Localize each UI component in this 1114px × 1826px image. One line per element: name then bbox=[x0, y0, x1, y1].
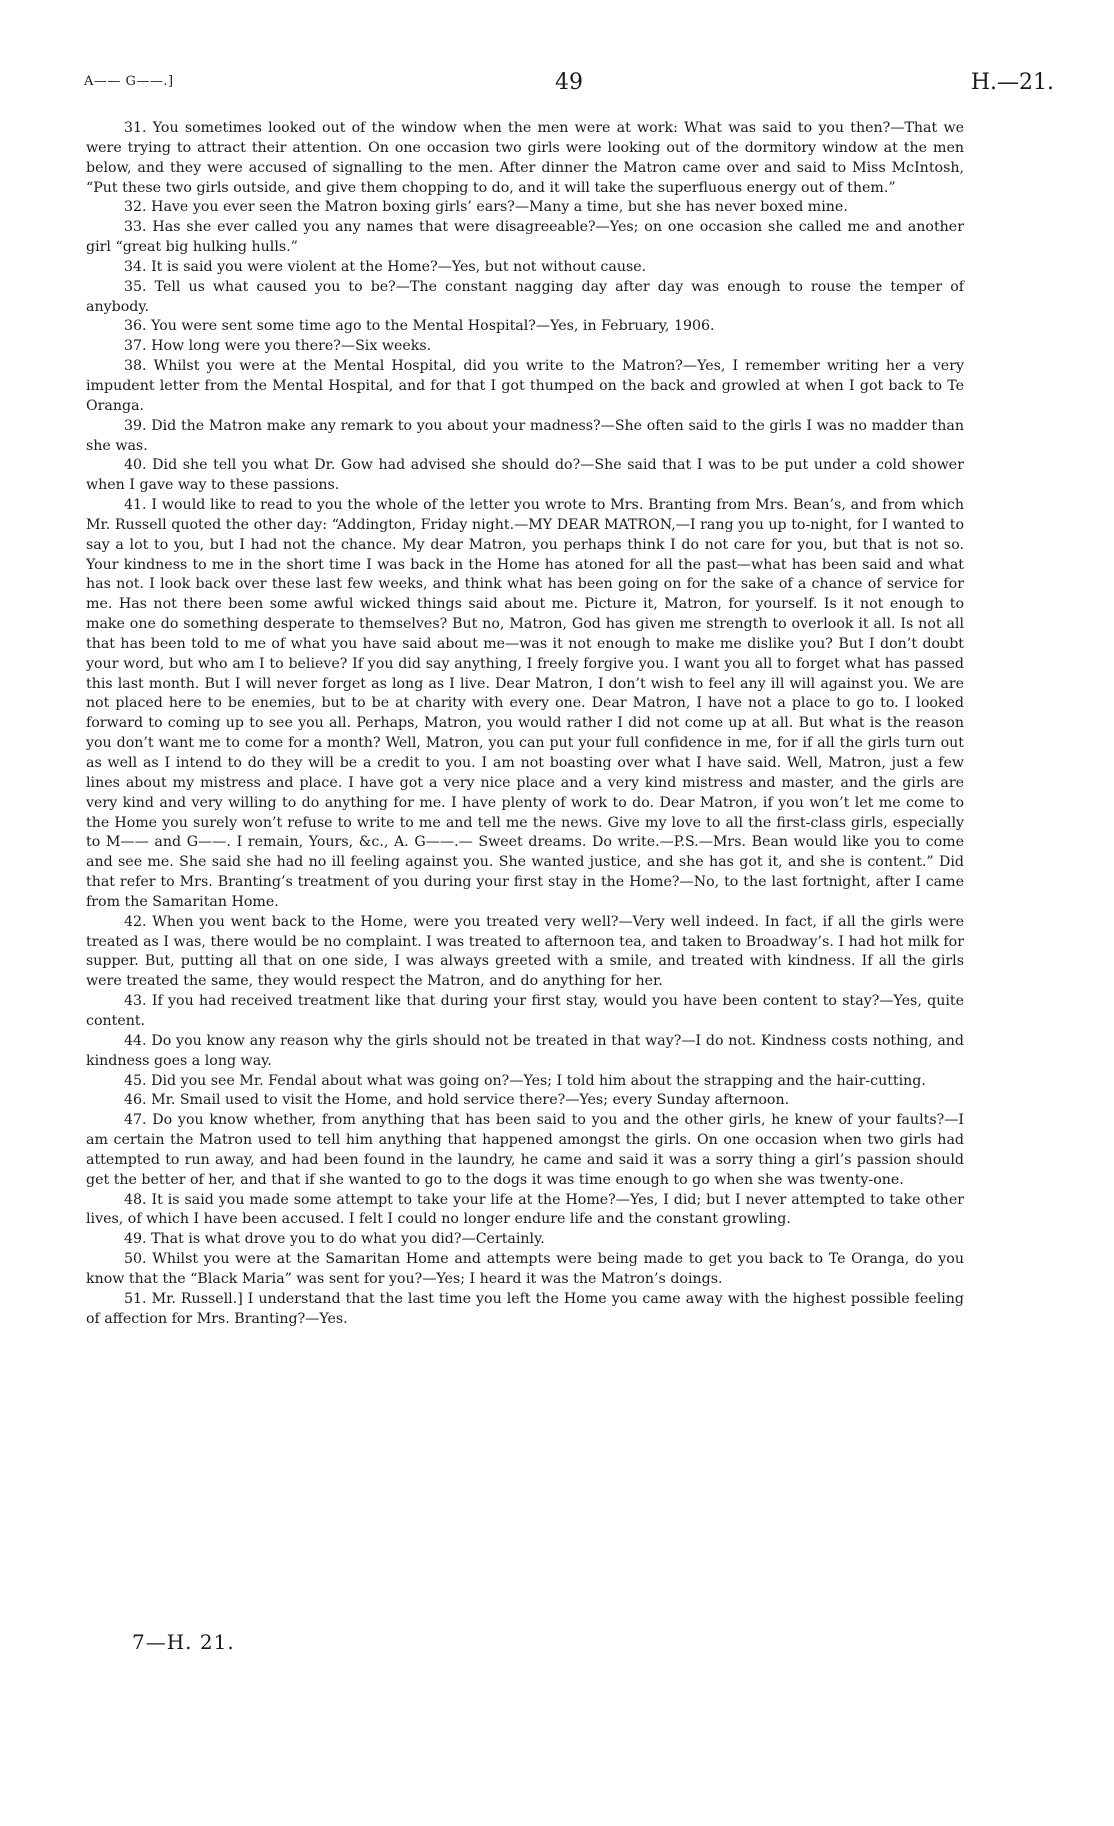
paragraph-36: 36. You were sent some time ago to the Mental Hospital?—Yes, in February, 1906. bbox=[124, 318, 715, 335]
paragraph-46: 46. Mr. Smail used to visit the Home, and hold service there?—Yes; every Sunday afternoon. bbox=[124, 1092, 790, 1109]
header-left-initials: A—— G——.] bbox=[84, 74, 174, 89]
paragraph-35: 35. Tell us what caused you to be?—The constant nagging day after day was enough to rouse the temper of anybody. bbox=[86, 278, 964, 315]
paragraph-48: 48. It is said you made some attempt to take your life at the Home?—Yes, I did; but I never attempted to take other lives, of which I have been accused. I felt I could no longer endure life and the constant growling. bbox=[86, 1191, 964, 1228]
paragraph-31: 31. You sometimes looked out of the window when the men were at work: What was said to you then?—That we were trying to attract their attention. On one occasion two girls were looking out of the dormitory window at the men below, and they were accused of signalling to the men. After dinner the Matron came over and said to Miss McIntosh, “Put these two girls outside, and give them chopping to do, and it will take the superfluous energy out of them.” bbox=[86, 120, 964, 196]
paragraph-38: 38. Whilst you were at the Mental Hospital, did you write to the Matron?—Yes, I remember writing her a very impudent letter from the Mental Hospital, and for that I got thumped on the back and growled at when I got back to Te Oranga. bbox=[86, 358, 964, 414]
paragraph-37: 37. How long were you there?—Six weeks. bbox=[124, 338, 432, 355]
page-number: 49 bbox=[555, 70, 583, 95]
paragraph-40: 40. Did she tell you what Dr. Gow had advised she should do?—She said that I was to be put under a cold shower when I gave way to these passions. bbox=[86, 457, 964, 494]
paragraph-34: 34. It is said you were violent at the Home?—Yes, but not without cause. bbox=[124, 258, 647, 275]
paragraph-49: 49. That is what drove you to do what you did?—Certainly. bbox=[124, 1231, 545, 1248]
paragraph-32: 32. Have you ever seen the Matron boxing girls’ ears?—Many a time, but she has never boxed mine. bbox=[124, 199, 848, 216]
paragraph-43: 43. If you had received treatment like that during your first stay, would you have been content to stay?—Yes, quite content. bbox=[86, 993, 964, 1029]
paragraph-51: 51. Mr. Russell.] I understand that the last time you left the Home you came away with the highest possible feeling of affection for Mrs. Branting?—Yes. bbox=[86, 1290, 964, 1327]
paragraph-44: 44. Do you know any reason why the girls should not be treated in that way?—I do not. Kindness costs nothing, and kindness goes a long way. bbox=[86, 1032, 964, 1069]
page-header bbox=[84, 70, 1054, 104]
footer-signature: 7—H. 21. bbox=[132, 1630, 235, 1654]
paragraph-45: 45. Did you see Mr. Fendal about what was going on?—Yes; I told him about the strapping and the hair-cutting. bbox=[124, 1072, 926, 1089]
paragraph-39: 39. Did the Matron make any remark to you about your madness?—She often said to the girls I was no madder than she was. bbox=[86, 417, 964, 454]
paragraph-33: 33. Has she ever called you any names that were disagreeable?—Yes; on one occasion she called me and another girl “great big hulking hulls.” bbox=[86, 219, 964, 256]
paragraph-50: 50. Whilst you were at the Samaritan Home and attempts were being made to get you back to Te Oranga, do you know that the “Black Maria” was sent for you?—Yes; I heard it was the Matron’s doings. bbox=[86, 1251, 964, 1287]
paragraph-42: 42. When you went back to the Home, were you treated very well?—Very well indeed. In fact, if all the girls were treated as I was, there would be no complaint. I was treated to afternoon tea, and taken to Broadway’s. I had hot milk for supper. But, putting all that on one side, I was always greeted with a smile, and treated with kindness. If all the girls were treated the same, they would respect the Matron, and do anything for her. bbox=[86, 913, 964, 990]
testimony-body bbox=[86, 119, 964, 1329]
paragraph-41: 41. I would like to read to you the whole of the letter you wrote to Mrs. Branting from Mrs. Bean’s, and from which Mr. Russell quoted the other day: “Addington, Friday night.—MY DEAR MATRON,—I rang you up to-night, for I wanted to say a lot to you, but I had not the chance. My dear Matron, you perhaps think I do not care for you, but that is not so. Your kindness to me in the short time I was back in the Home has atoned for all the past—what has been said and what has not. I look back over these last few weeks, and think what has been going on for the sake of a chance of service for me. Has not there been some awful wicked things said about me. Picture it, Matron, for yourself. Is it not enough to make one do something desperate to themselves? But no, Matron, God has given me strength to overlook it all. Is not all that has been told to me of what you have said about me—was it not enough to make me dislike you? But I don’t doubt your word, but who am I to believe? If you did say anything, I freely forgive you. I want you all to forget what has passed this last month. But I will never forget as long as I live. Dear Matron, I don’t wish to feel any ill will against you. We are not placed here to be enemies, but to be at charity with every one. Dear Matron, I have not a place to go to. I looked forward to coming up to see you all. Perhaps, Matron, you would rather I did not come up at all. But what is the reason you don’t want me to come for a month? Well, Matron, you can put your full confidence in me, for if all the girls turn out as well as I intend to do they will be a credit to you. I am not boasting over what I have said. Well, Matron, just a few lines about my mistress and place. I have got a very nice place and a very kind mistress and master, and the girls are very kind and very willing to do anything for me. I have plenty of work to do. Dear Matron, if you won’t let me come to the Home you surely won’t refuse to write to me and tell me the news. Give my love to all the first-class girls, especially to M—— and G——. I remain, Yours, &c., A. G——.— Sweet dreams. Do write.—P.S.—Mrs. Bean would like you to come and see me. She said she had no ill feeling against you. She wanted justice, and she has got it, and she is content.” Did that refer to Mrs. Branting’s treatment of you during your first stay in the Home?—No, to the last fortnight, after I came from the Samaritan Home. bbox=[86, 497, 964, 910]
document-code: H.—21. bbox=[970, 70, 1054, 95]
paragraph-47: 47. Do you know whether, from anything that has been said to you and the other girls, he knew of your faults?—I am certain the Matron used to tell him anything that happened amongst the girls. On one occasion when two girls had attempted to run away, and had been found in the laundry, he came and said it was a sorry thing a girl’s passion should get the better of her, and that if she wanted to go to the dogs it was time enough to go when she was twenty-one. bbox=[86, 1112, 964, 1188]
